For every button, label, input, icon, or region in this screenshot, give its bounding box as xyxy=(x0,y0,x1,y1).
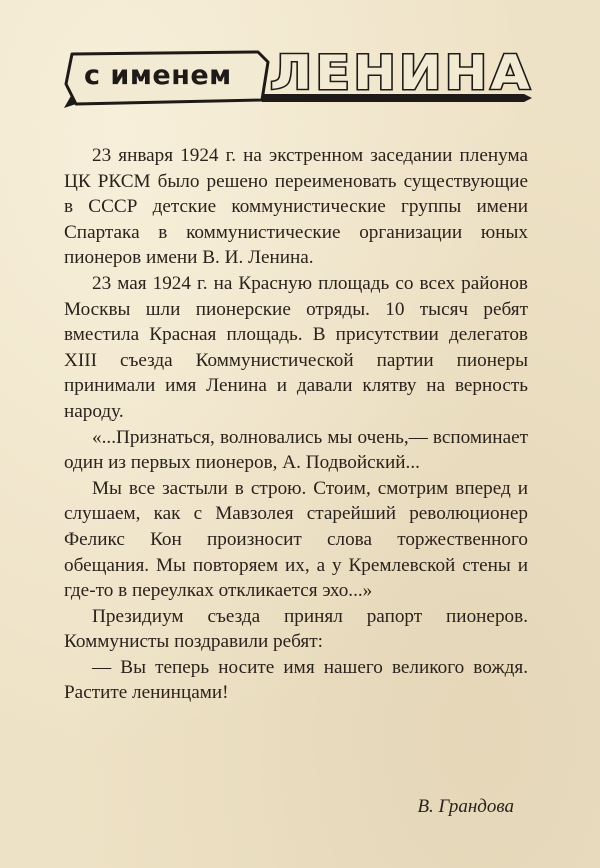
paragraph-6: — Вы теперь носите имя нашего великого вождя. Растите ленинцами! xyxy=(64,656,528,704)
paragraph-4: Мы все застыли в строю. Стоим, смотрим вперед и слушаем, как с Мавзолея старейший революционер Феликс Кон произносит слова торжественного обещания. Мы повторяем их, а у Кремлевской стены и где-то в переулках откликается эхо...» xyxy=(64,477,528,602)
banner-caption: с именем xyxy=(84,60,232,91)
paragraph-5: Президиум съезда принял рапорт пионеров. Коммунисты поздравили ребят: xyxy=(64,605,528,653)
header-banner xyxy=(62,44,532,114)
article-body xyxy=(64,143,528,706)
paragraph-1: 23 января 1924 г. на экстренном заседании пленума ЦК РКСМ было решено переименовать существующие в СССР детские коммунистические группы имени Спартака в коммунистические организации юных пионеров имени В. И. Ленина. xyxy=(64,145,528,269)
paragraph-2: 23 мая 1924 г. на Красную площадь со всех районов Москвы шли пионерские отряды. 10 тысяч ребят вместила Красная площадь. В присутствии делегатов XIII съезда Коммунистической партии пионеры принимали имя Ленина и давали клятву на верность народу. xyxy=(64,272,528,422)
paragraph-3: «...Признаться, волновались мы очень,— вспоминает один из первых пионеров, А. Подвойский... xyxy=(64,426,528,474)
banner-title: ЛЕНИНА xyxy=(270,46,534,101)
author-signature: В. Грандова xyxy=(417,796,514,817)
